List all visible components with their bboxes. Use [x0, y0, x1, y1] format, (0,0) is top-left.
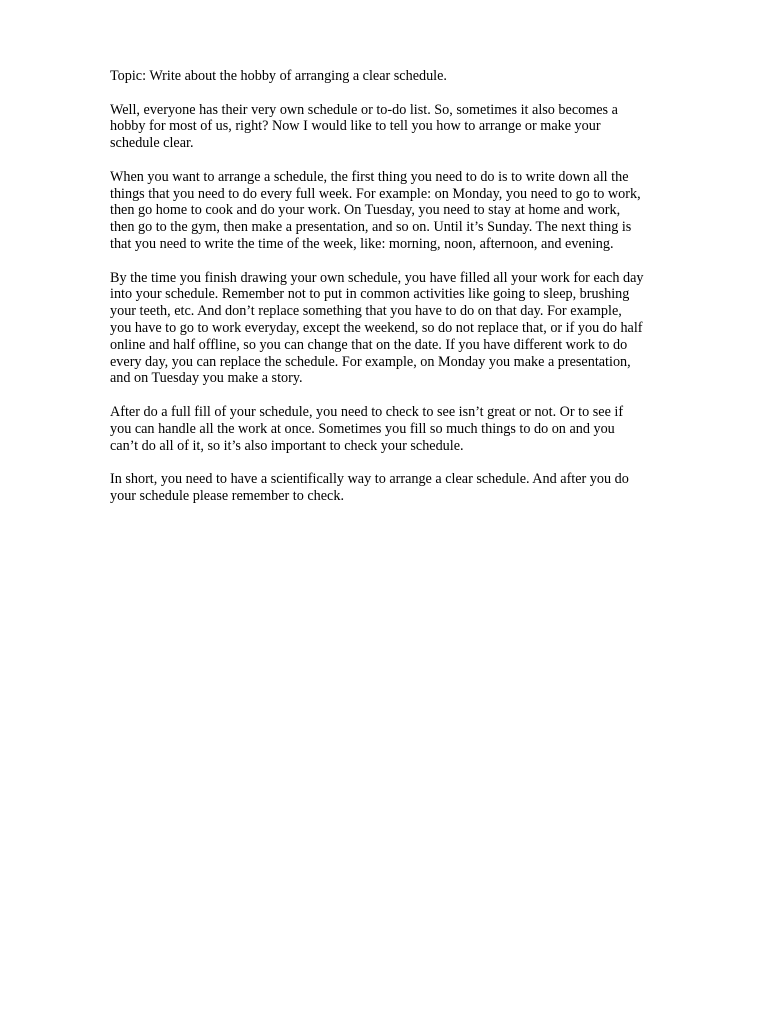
paragraph-check — [110, 404, 695, 454]
text-line: By the time you finish drawing your own schedule, you have filled all your work for each day — [110, 269, 644, 286]
text-line: then go home to cook and do your work. On Tuesday, you need to stay at home and work, — [110, 202, 621, 219]
topic-paragraph — [110, 68, 695, 85]
text-line: you have to go to work everyday, except the weekend, so do not replace that, or if you do half — [110, 319, 643, 336]
text-line: that you need to write the time of the week, like: morning, noon, afternoon, and evening. — [110, 235, 614, 252]
text-line: into your schedule. Remember not to put in common activities like going to sleep, brushing — [110, 286, 630, 303]
text-line: every day, you can replace the schedule. For example, on Monday you make a presentation, — [110, 353, 631, 370]
text-line: hobby for most of us, right? Now I would like to tell you how to arrange or make your — [110, 118, 601, 135]
paragraph-fill — [110, 270, 695, 388]
text-line: Topic: Write about the hobby of arranging a clear schedule. — [110, 68, 447, 84]
text-line: then go to the gym, then make a presentation, and so on. Until it’s Sunday. The next thing is — [110, 219, 632, 236]
text-line: schedule clear. — [110, 135, 194, 152]
document-body — [110, 68, 695, 522]
paragraph-intro — [110, 102, 695, 152]
text-line: In short, you need to have a scientifically way to arrange a clear schedule. And after you do — [110, 471, 629, 488]
text-line: can’t do all of it, so it’s also important to check your schedule. — [110, 437, 464, 454]
text-line: online and half offline, so you can change that on the date. If you have different work to do — [110, 336, 628, 353]
text-line: your teeth, etc. And don’t replace something that you have to do on that day. For example, — [110, 303, 622, 320]
text-line: you can handle all the work at once. Sometimes you fill so much things to do on and you — [110, 420, 615, 437]
text-line: and on Tuesday you make a story. — [110, 370, 303, 387]
text-line: your schedule please remember to check. — [110, 487, 344, 504]
text-line: Well, everyone has their very own schedule or to-do list. So, sometimes it also becomes a — [110, 101, 618, 118]
text-line: things that you need to do every full week. For example: on Monday, you need to go to work, — [110, 185, 641, 202]
paragraph-arrange — [110, 169, 695, 253]
text-line: After do a full fill of your schedule, you need to check to see isn’t great or not. Or to see if — [110, 403, 624, 420]
paragraph-conclusion — [110, 471, 695, 505]
text-line: When you want to arrange a schedule, the first thing you need to do is to write down all the — [110, 168, 629, 185]
